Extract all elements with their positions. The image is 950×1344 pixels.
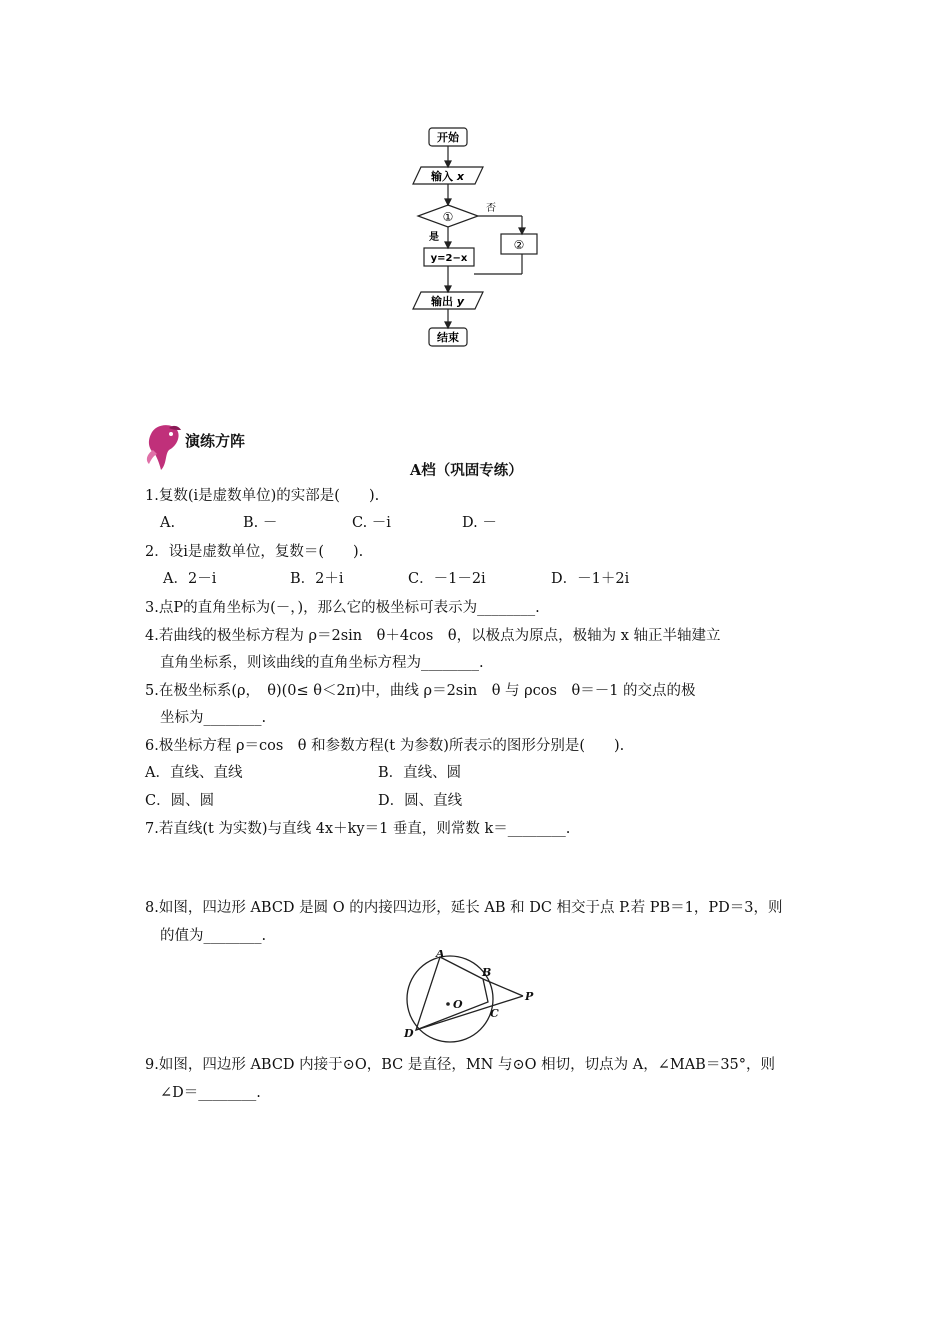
process2-label: ② (513, 238, 525, 252)
q2-option-c: C．－1－2i (408, 571, 486, 587)
q6-option-c: C．圆、圆 (145, 793, 215, 809)
q1-option-b: B. － (243, 515, 278, 531)
question-8-line2: 的值为________. (160, 928, 267, 944)
question-1: 1.复数(i是虚数单位)的实部是( ). (145, 488, 380, 504)
level-title: A档（巩固专练） (410, 462, 523, 479)
section-title: 演练方阵 (185, 432, 246, 450)
input-label: 输入 x (431, 170, 464, 183)
question-5-line1: 5.在极坐标系(ρ， θ)(0≤ θ＜2π)中，曲线 ρ＝2sin θ 与 ρcos θ＝－1 的交点的极 (145, 683, 696, 699)
q6-option-a: A．直线、直线 (145, 765, 243, 781)
start-label: 开始 (437, 131, 459, 144)
question-4-line2: 直角坐标系，则该曲线的直角坐标方程为________. (160, 655, 484, 671)
question-8-line1: 8.如图，四边形 ABCD 是圆 O 的内接四边形，延长 AB 和 DC 相交于点 P.若 PB＝1，PD＝3，则 (145, 900, 783, 916)
label-o: O (453, 998, 463, 1011)
label-d: D (404, 1027, 414, 1040)
q2-option-b: B．2＋i (290, 571, 344, 587)
q2-option-d: D．－1＋2i (551, 571, 630, 587)
condition-label: ① (442, 210, 454, 224)
dolphin-icon (143, 420, 185, 472)
q6-option-b: B．直线、圆 (378, 765, 462, 781)
no-label: 否 (486, 203, 496, 214)
question-5-line2: 坐标为________. (160, 710, 267, 726)
yes-label: 是 (429, 232, 439, 243)
label-p: P (525, 990, 534, 1003)
question-9-line1: 9.如图，四边形 ABCD 内接于⊙O，BC 是直径，MN 与⊙O 相切，切点为 A，∠MAB＝35°，则 (145, 1057, 776, 1073)
label-c: C (490, 1007, 499, 1020)
question-9-line2: ∠D＝________. (160, 1085, 261, 1101)
assign-label: y=2−x (430, 253, 468, 264)
question-7: 7.若直线(t 为实数)与直线 4x＋ky＝1 垂直，则常数 k＝________. (145, 821, 571, 837)
question-3: 3.点P的直角坐标为(－，)，那么它的极坐标可表示为________. (145, 600, 540, 616)
q2-option-a: A．2－i (163, 571, 217, 587)
output-label: 输出 y (431, 295, 465, 308)
q1-option-a: A. (160, 515, 176, 531)
question-4-line1: 4.若曲线的极坐标方程为 ρ＝2sin θ＋4cos θ，以极点为原点，极轴为 x 轴正半轴建立 (145, 628, 721, 644)
q1-option-c: C. －i (352, 515, 391, 531)
flowchart (405, 120, 545, 355)
q1-option-d: D. － (462, 515, 497, 531)
question-2: 2．设i是虚数单位，复数＝( ). (145, 544, 364, 560)
question-6: 6.极坐标方程 ρ＝cos θ 和参数方程(t 为参数)所表示的图形分别是( ). (145, 738, 625, 754)
circle-figure (395, 950, 545, 1045)
q6-option-d: D．圆、直线 (378, 793, 463, 809)
label-a: A (436, 950, 445, 960)
end-label: 结束 (437, 331, 459, 344)
label-b: B (482, 966, 492, 979)
